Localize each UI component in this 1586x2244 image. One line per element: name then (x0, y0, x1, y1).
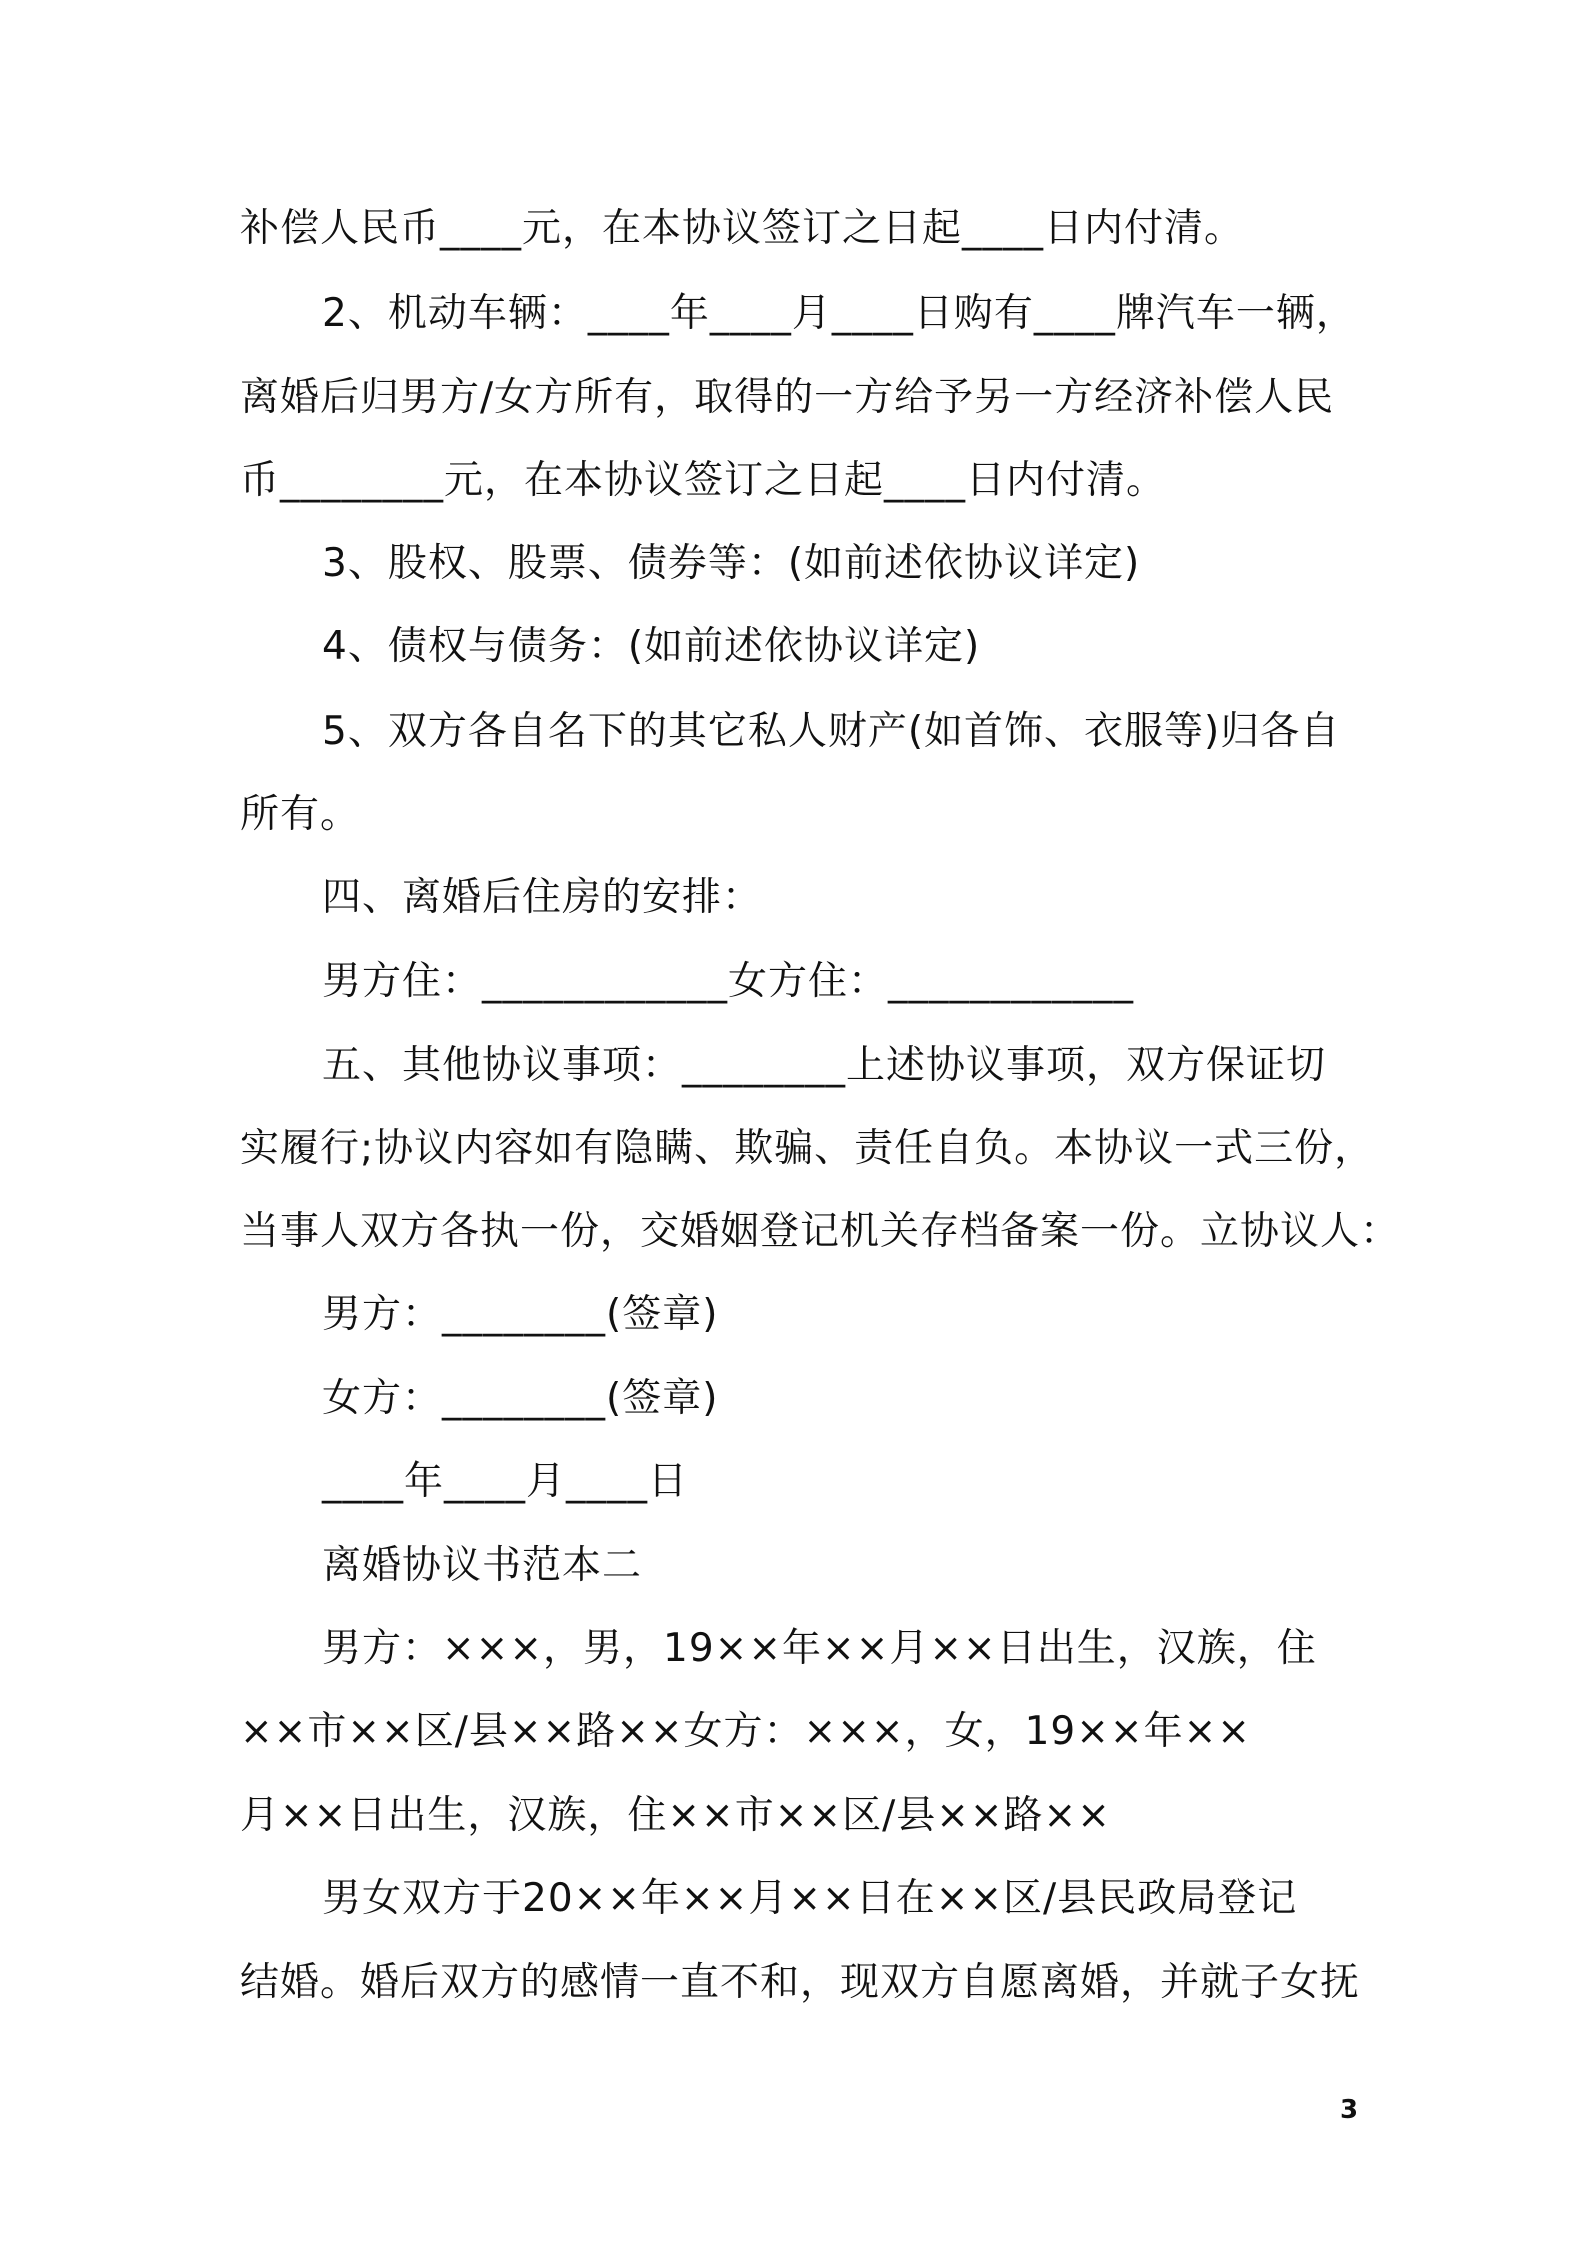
page-number: 3 (1340, 2095, 1359, 2125)
text-line-20: 月××日出生，汉族，住××市××区/县××路×× (240, 1793, 1111, 1838)
text-line-19: ××市××区/县××路××女方：×××，女，19××年×× (240, 1709, 1251, 1754)
text-line-18: 男方：×××，男，19××年××月××日出生，汉族，住 (322, 1626, 1317, 1671)
text-line-22: 结婚。婚后双方的感情一直不和，现双方自愿离婚，并就子女抚 (240, 1960, 1361, 2005)
text-line-10: 男方住：____________女方住：____________ (322, 959, 1135, 1004)
text-line-3: 离婚后归男方/女方所有，取得的一方给予另一方经济补偿人民 (240, 375, 1335, 420)
text-line-14: 男方：________(签章) (322, 1292, 719, 1337)
text-line-12: 实履行;协议内容如有隐瞒、欺骗、责任自负。本协议一式三份， (240, 1126, 1375, 1171)
text-line-1: 补偿人民币____元，在本协议签订之日起____日内付清。 (240, 206, 1245, 251)
text-line-21: 男女双方于20××年××月××日在××区/县民政局登记 (322, 1876, 1298, 1921)
text-line-6: 4、债权与债务：(如前述依协议详定) (322, 624, 981, 669)
text-line-8: 所有。 (240, 792, 361, 837)
text-line-13: 当事人双方各执一份，交婚姻登记机关存档备案一份。立协议人： (240, 1209, 1401, 1254)
section-heading: 离婚协议书范本二 (322, 1543, 643, 1588)
text-line-2: 2、机动车辆：____年____月____日购有____牌汽车一辆， (322, 291, 1356, 336)
text-line-5: 3、股权、股票、债券等：(如前述依协议详定) (322, 541, 1141, 586)
text-line-15: 女方：________(签章) (322, 1376, 719, 1421)
text-line-4: 币________元，在本协议签订之日起____日内付清。 (240, 458, 1167, 503)
text-line-16: ____年____月____日 (322, 1459, 689, 1504)
text-line-11: 五、其他协议事项：________上述协议事项，双方保证切 (322, 1043, 1327, 1088)
text-line-9: 四、离婚后住房的安排： (322, 875, 763, 920)
text-line-7: 5、双方各自名下的其它私人财产(如首饰、衣服等)归各自 (322, 709, 1341, 754)
